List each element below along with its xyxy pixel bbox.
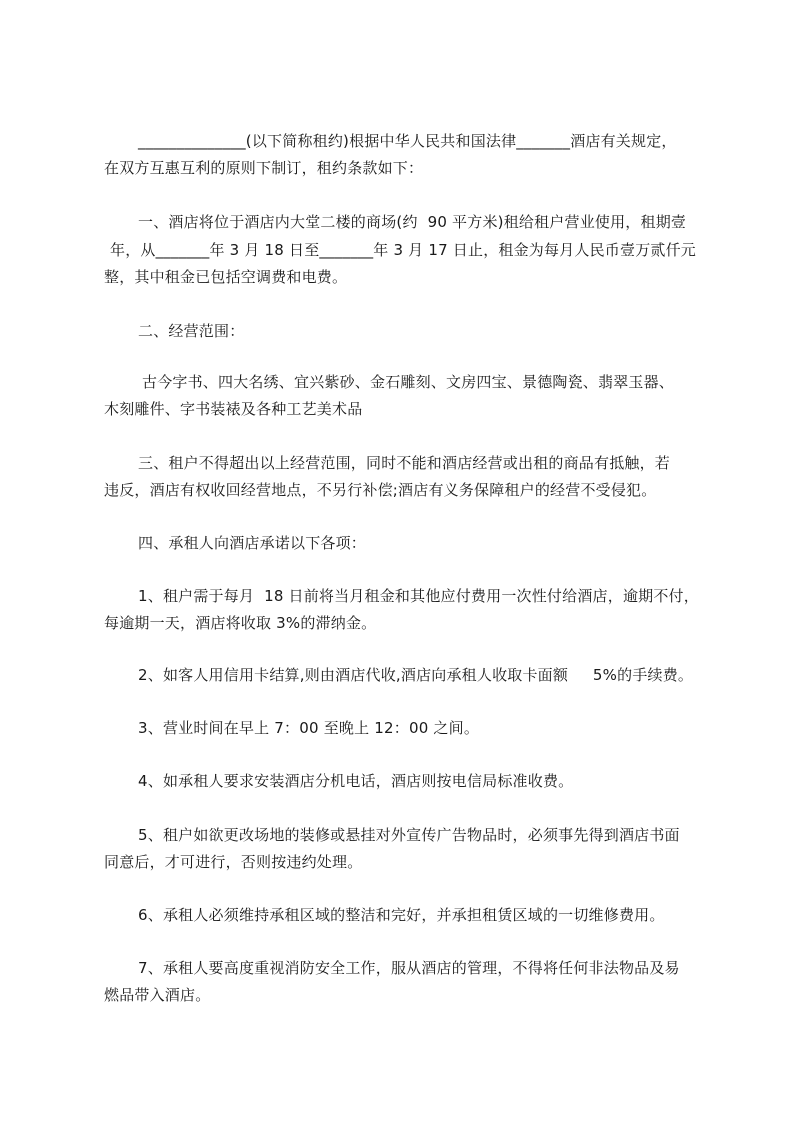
item-5-line-2: 同意后，才可进行，否则按违约处理。 (104, 853, 363, 871)
clause-1-line-3: 整，其中租金已包括空调费和电费。 (104, 268, 348, 286)
item-2: 2、如客人用信用卡结算,则由酒店代收,酒店向承租人收取卡面额 5%的手续费。 (138, 666, 694, 684)
item-1-line-1: 1、租户需于每月 18 日前将当月租金和其他应付费用一次性付给酒店，逾期不付， (138, 587, 699, 605)
clause-3-line-1: 三、租户不得超出以上经营范围，同时不能和酒店经营或出租的商品有抵触，若 (138, 454, 671, 472)
item-3: 3、营业时间在早上 7：00 至晚上 12：00 之间。 (138, 719, 480, 737)
item-1-line-2: 每逾期一天，酒店将收取 3%的滞纳金。 (104, 614, 377, 632)
paragraph-intro-line-2: 在双方互惠互利的原则下制订，租约条款如下： (104, 159, 424, 177)
item-7-line-1: 7、承租人要高度重视消防安全工作，服从酒店的管理，不得将任何非法物品及易 (138, 959, 680, 977)
clause-2-heading: 二、经营范围： (138, 322, 245, 340)
clause-4-heading: 四、承租人向酒店承诺以下各项： (138, 534, 367, 552)
clause-1-line-2: 年，从_______年 3 月 18 日至_______年 3 月 17 日止，租金为每月人民币壹万贰仟元 (110, 241, 697, 259)
business-scope-line-1: 古今字书、四大名绣、宜兴紫砂、金石雕刻、文房四宝、景德陶瓷、翡翠玉器、 (142, 373, 675, 391)
item-5-line-1: 5、租户如欲更改场地的装修或悬挂对外宣传广告物品时，必须事先得到酒店书面 (138, 826, 680, 844)
clause-3-line-2: 违反，酒店有权收回经营地点，不另行补偿;酒店有义务保障租户的经营不受侵犯。 (104, 481, 657, 499)
business-scope-line-2: 木刻雕件、字书装裱及各种工艺美术品 (104, 400, 363, 418)
item-6: 6、承租人必须维持承租区域的整洁和完好，并承担租赁区域的一切维修费用。 (138, 906, 665, 924)
item-7-line-2: 燃品带入酒店。 (104, 986, 211, 1004)
paragraph-intro-line-1: ______________(以下简称租约)根据中华人民共和国法律_______酒店有关规定， (138, 132, 677, 150)
clause-1-line-1: 一、酒店将位于酒店内大堂二楼的商场(约 90 平方米)租给租户营业使用，租期壹 (138, 213, 687, 231)
item-4: 4、如承租人要求安装酒店分机电话，酒店则按电信局标准收费。 (138, 772, 574, 790)
